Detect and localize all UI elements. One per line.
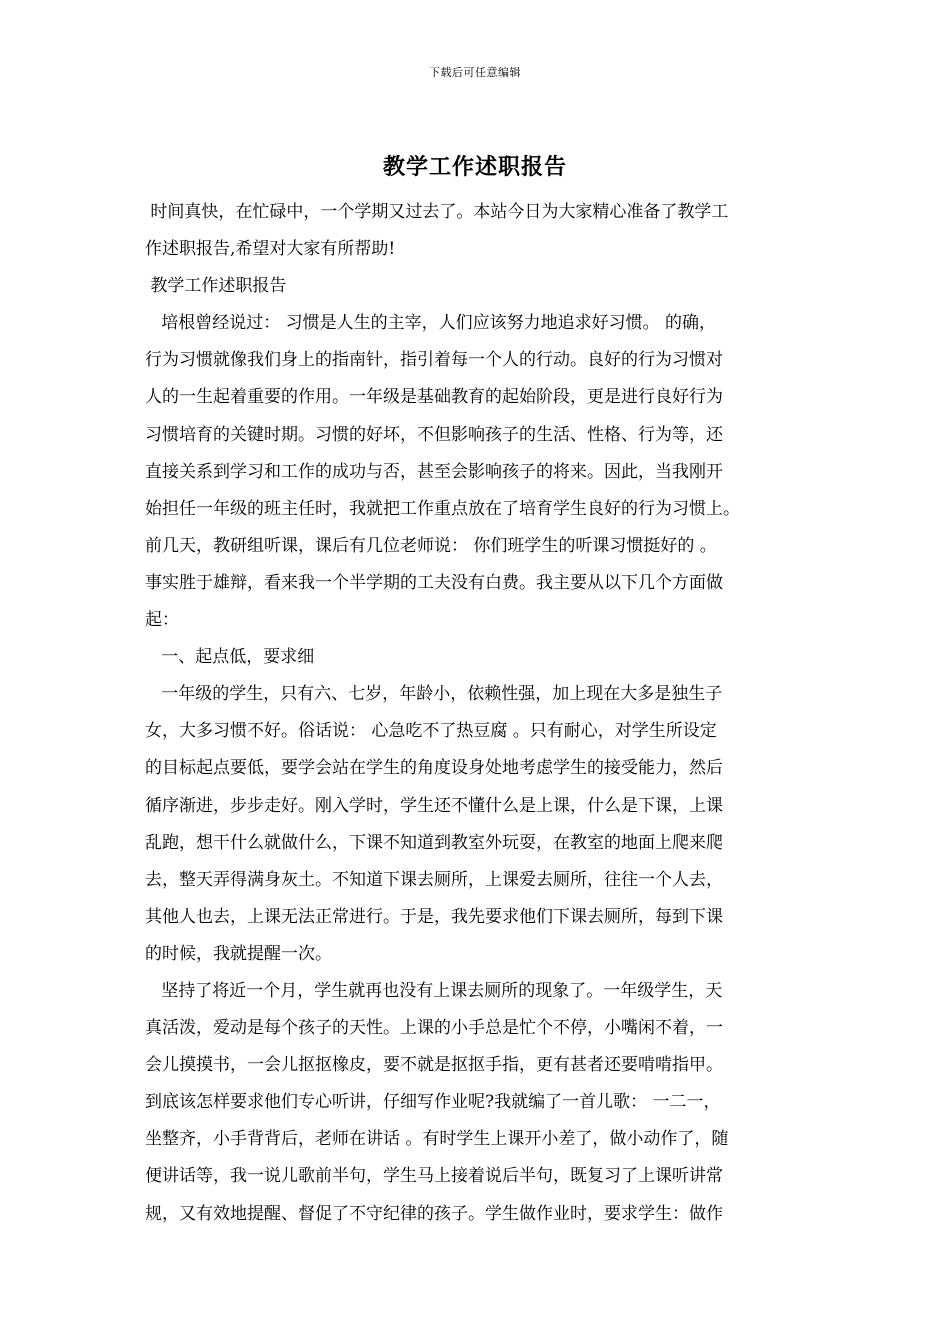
body-text-line: 坐整齐，小手背背后，老师在讲话 。有时学生上课开小差了，做小动作了，随 [145, 1129, 729, 1150]
body-text-line: 循序渐进，步步走好。刚入学时，学生还不懂什么是上课，什么是下课，上课 [145, 795, 723, 816]
body-text-line: 的时候，我就提醒一次。 [145, 943, 332, 964]
body-text-line: 习惯培育的关键时期。习惯的好坏，不但影响孩子的生活、性格、行为等，还 [145, 424, 723, 445]
body-text-line: 作述职报告,希望对大家有所帮助! [145, 239, 396, 260]
body-text-line: 教学工作述职报告 [145, 276, 287, 297]
body-text-line: 真活泼，爱动是每个孩子的天性。上课的小手总是忙个不停，小嘴闲不着，一 [145, 1018, 723, 1039]
body-text-line: 事实胜于雄辩，看来我一个半学期的工夫没有白费。我主要从以下几个方面做 [145, 572, 723, 593]
body-text-line: 始担任一年级的班主任时，我就把工作重点放在了培育学生良好的行为习惯上。 [145, 498, 740, 519]
body-text-line: 人的一生起着重要的作用。一年级是基础教育的起始阶段，更是进行良好行为 [145, 387, 723, 408]
body-text-line: 一年级的学生，只有六、七岁，年龄小，依赖性强，加上现在大多是独生子 [145, 684, 723, 705]
body-text-line: 坚持了将近一个月，学生就再也没有上课去厕所的现象了。一年级学生，天 [145, 980, 723, 1001]
document-title: 教学工作述职报告 [382, 154, 567, 180]
body-text-line: 到底该怎样要求他们专心听讲，仔细写作业呢?我就编了一首儿歌： 一二一， [145, 1092, 721, 1113]
body-text-line: 会儿摸摸书，一会儿抠抠橡皮，要不就是抠抠手指，更有甚者还要啃啃指甲。 [145, 1055, 723, 1076]
body-text-line: 规，又有效地提醒、督促了不守纪律的孩子。学生做作业时，要求学生：做作 [145, 1203, 723, 1224]
body-text-line: 直接关系到学习和工作的成功与否，甚至会影响孩子的将来。因此，当我刚开 [145, 461, 723, 482]
body-text-line: 行为习惯就像我们身上的指南针，指引着每一个人的行动。良好的行为习惯对 [145, 350, 723, 371]
body-text-line: 前几天，教研组听课，课后有几位老师说： 你们班学生的听课习惯挺好的 。 [145, 535, 717, 556]
body-text-line: 的目标起点要低，要学会站在学生的角度设身处地考虑学生的接受能力，然后 [145, 758, 723, 779]
body-text-line: 女，大多习惯不好。俗话说： 心急吃不了热豆腐 。只有耐心，对学生所设定 [145, 721, 717, 742]
body-text-line: 时间真快，在忙碌中，一个学期又过去了。本站今日为大家精心准备了教学工 [145, 202, 729, 222]
body-text-line: 其他人也去，上课无法正常进行。于是，我先要求他们下课去厕所，每到下课 [145, 906, 723, 927]
document-body [145, 194, 825, 1233]
body-text-line: 便讲话等，我一说儿歌前半句，学生马上接着说后半句，既复习了上课听讲常 [145, 1166, 723, 1187]
body-text-line: 培根曾经说过： 习惯是人生的主宰，人们应该努力地追求好习惯。 的确， [145, 313, 717, 334]
header-note: 下载后可任意编辑 [429, 66, 521, 79]
body-text-line: 乱跑，想干什么就做什么，下课不知道到教室外玩耍，在教室的地面上爬来爬 [145, 832, 723, 853]
body-text-line: 去，整天弄得满身灰土。不知道下课去厕所，上课爱去厕所，往往一个人去， [145, 869, 723, 890]
body-text-line: 一、起点低，要求细 [145, 647, 315, 668]
body-text-line: 起： [145, 610, 179, 631]
